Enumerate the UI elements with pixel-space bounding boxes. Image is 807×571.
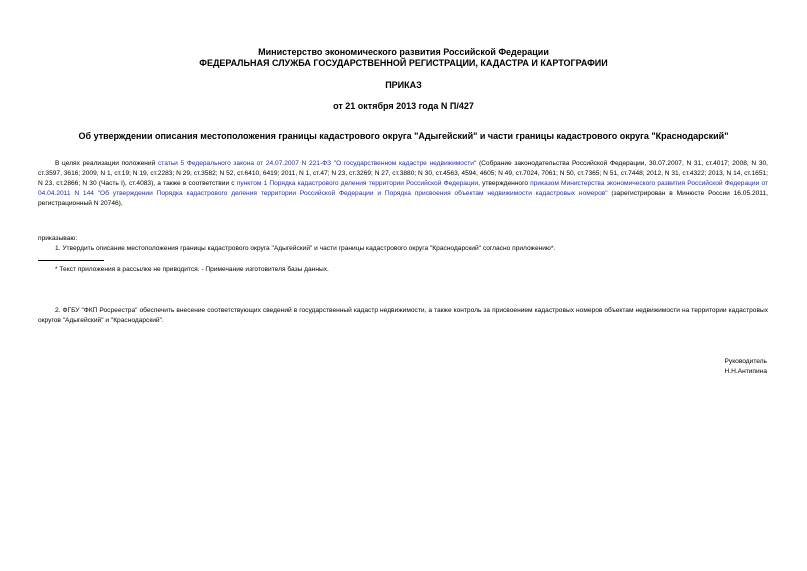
document-title: Об утверждении описания местоположения границы кадастрового округа "Адыгейский" и части границы кадастрового округа "Краснодарский" (78, 131, 729, 141)
ministry-order-link[interactable]: приказом Министерства экономического развития Российской Федерации от 04.04.2011 N 144 "Об утверждении Порядка кадастрового деления территории Российской Федерации и Порядка присвоения объектам недвижимости кадастровых номеров" (38, 180, 768, 197)
service-name: ФЕДЕРАЛЬНАЯ СЛУЖБА ГОСУДАРСТВЕННОЙ РЕГИСТРАЦИИ, КАДАСТРА И КАРТОГРАФИИ (199, 58, 608, 68)
ministry-name: Министерство экономического развития Российской Федерации (258, 47, 549, 57)
order-word: приказываю: (38, 235, 78, 242)
signatory-position: Руководитель (724, 358, 767, 365)
footnote-divider (38, 260, 104, 261)
document-type: ПРИКАЗ (385, 80, 422, 90)
footnote: * Текст приложения в рассылке не приводится. - Примечание изготовителя базы данных. (55, 266, 329, 273)
cadastral-division-link[interactable]: пунктом 1 Порядка кадастрового деления территории Российской Федерации (236, 180, 479, 187)
preamble-text-1: В целях реализации положений (55, 160, 158, 167)
preamble-text-3: , утвержденного (478, 180, 531, 187)
preamble-text-4: (зарегистрирован в Минюсте России 16.05.2011, регистрационный N 20746), (38, 190, 768, 207)
preamble-paragraph (38, 159, 768, 209)
law-article-link[interactable]: статьи 5 Федерального закона от 24.07.2007 N 221-ФЗ "О государственном кадастре недвижимости" (157, 160, 477, 167)
document-date-number: от 21 октября 2013 года N П/427 (333, 101, 474, 111)
order-item-2: 2. ФГБУ "ФКП Росреестра" обеспечить внесение соответствующих сведений в государственный кадастр недвижимости, а также контроль за присвоением кадастровых номеров объектам недвижимости на территории кадастровых округов "Адыгейский" и "Краснодарский". (38, 307, 768, 324)
preamble-text-2: (Собрание законодательства Российской Федерации, 30.07.2007, N 31, ст.4017; 2008, N 30, ст.3597, 3616; 2009, N 1, ст.19; N 19, ст.2283; N 29, ст.3582; N 52, ст.6410, 6419; 2011, N 1, ст.47; N 23, ст.3269; N 27, ст.3880; N 30, ст.4563, 4594, 4605; N 49, ст.7024, 7061; N 50, ст.7365; N 51, ст.7448; 2012, N 31, ст.4322; 2013, N 14, ст.1651; N 23, ст.2866; N 30 (Часть I), ст.4083), а также в соответствии с (38, 160, 769, 187)
order-item-1: 1. Утвердить описание местоположения границы кадастрового округа "Адыгейский" и части границы кадастрового округа "Краснодарский" согласно приложению*. (55, 245, 556, 252)
signatory-name: Н.Н.Антипина (724, 368, 767, 375)
